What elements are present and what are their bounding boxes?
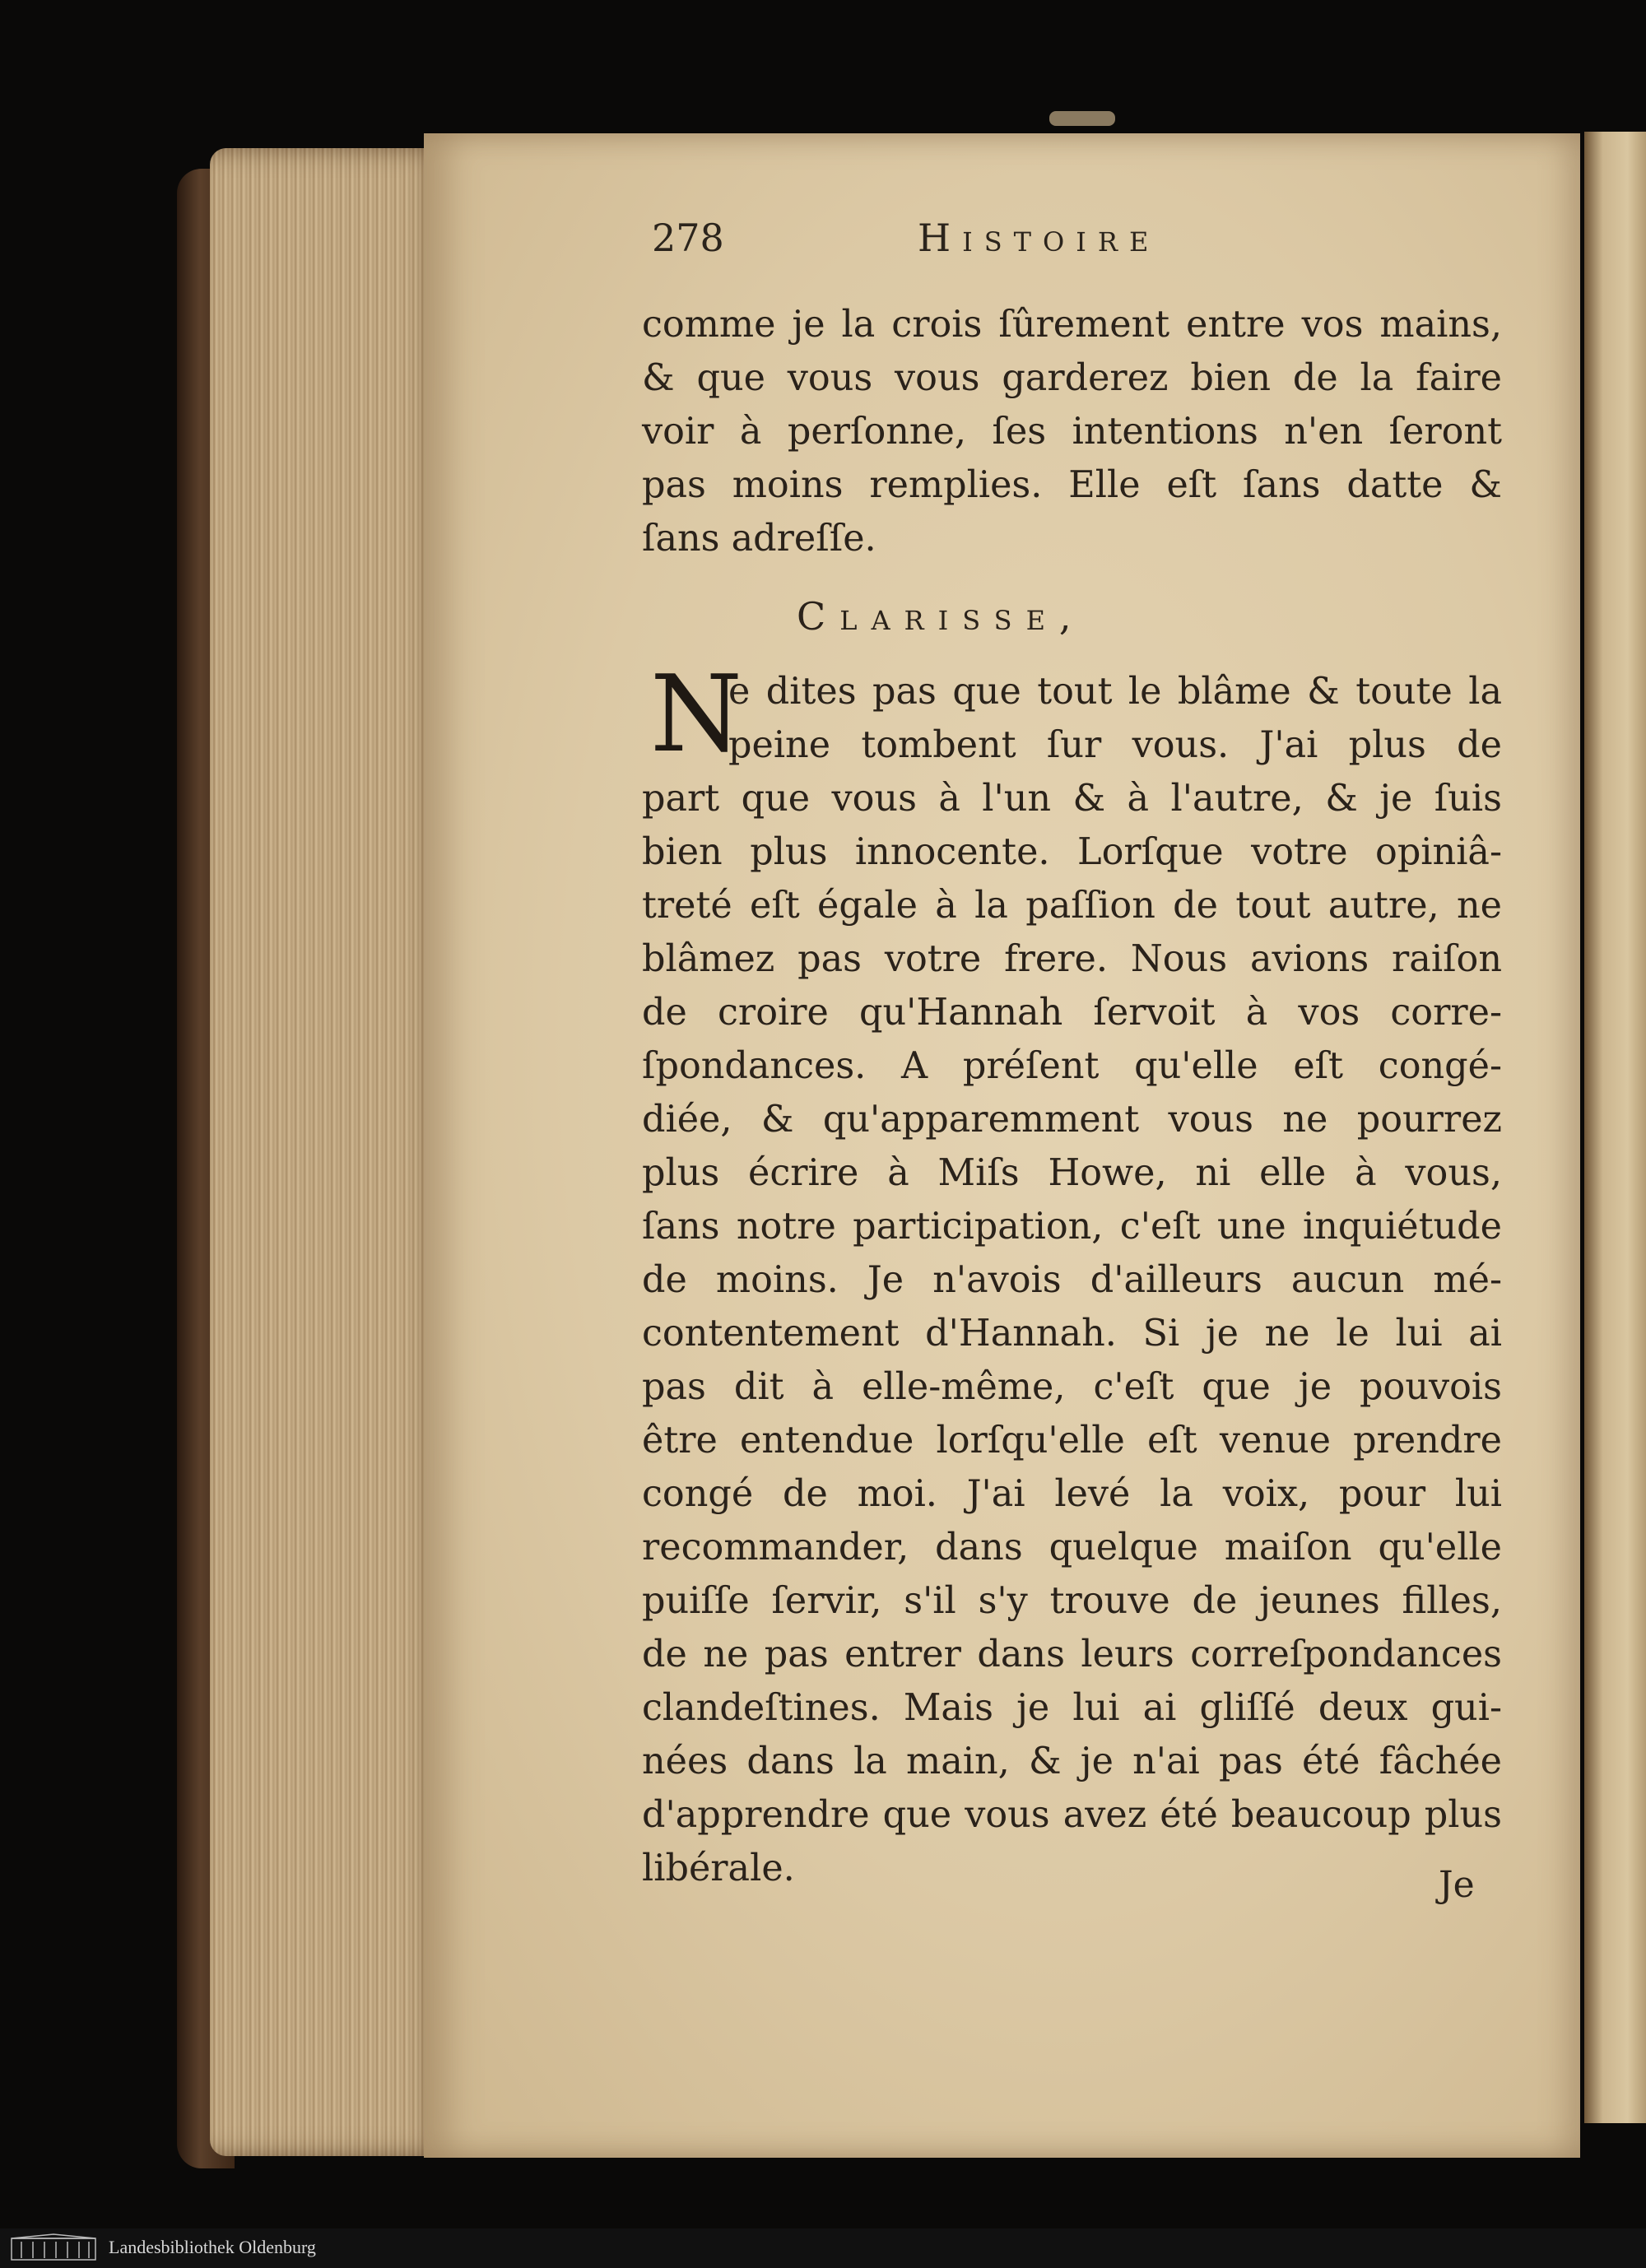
running-head xyxy=(652,216,1475,273)
text-line: ſans notre participation, c'eſt une inquiétude xyxy=(642,1206,1502,1248)
opening-paragraph xyxy=(642,298,1502,565)
page-edges-stack xyxy=(210,148,449,2156)
running-title: Histoire xyxy=(918,216,1160,260)
footer-bar xyxy=(0,2228,1646,2268)
text-line: de croire qu'Hannah ſervoit à vos corre- xyxy=(642,992,1502,1034)
library-name: Landesbibliothek Oldenburg xyxy=(109,2237,316,2257)
text-line: & que vous vous garderez bien de la faire xyxy=(642,357,1502,399)
facing-page-edge xyxy=(1584,132,1646,2123)
text-line: recommander, dans quelque maiſon qu'elle xyxy=(642,1527,1502,1569)
library-building-icon xyxy=(8,2233,99,2263)
text-line: de moins. Je n'avois d'ailleurs aucun mé- xyxy=(642,1259,1502,1301)
catchword: Je xyxy=(1439,1864,1475,1906)
text-line: part que vous à l'un & à l'autre, & je ſuis xyxy=(642,778,1502,820)
text-line: clandeſtines. Mais je lui ai gliſſé deux gui- xyxy=(642,1687,1502,1729)
text-line: libérale. xyxy=(642,1847,795,1889)
drop-cap: N xyxy=(650,653,742,776)
text-line: être entendue lorſqu'elle eſt venue prendre xyxy=(642,1420,1502,1462)
text-line: voir à perſonne, ſes intentions n'en ſeront xyxy=(642,411,1502,453)
text-line: contentement d'Hannah. Si je ne le lui ai xyxy=(642,1313,1502,1355)
text-line: bien plus innocente. Lorſque votre opiniâ- xyxy=(642,831,1502,873)
text-line: pas moins remplies. Elle eſt ſans datte & xyxy=(642,464,1502,506)
text-line: ſans adreſſe. xyxy=(642,518,876,560)
text-line: pas dit à elle-même, c'eſt que je pouvois xyxy=(642,1366,1502,1408)
text-line: e dites pas que tout le blâme & toute la xyxy=(728,671,1502,713)
text-line: puiſſe ſervir, s'il s'y trouve de jeunes filles, xyxy=(642,1580,1502,1622)
page-number: 278 xyxy=(652,216,724,260)
letter-salutation: Clarisse, xyxy=(797,594,1086,639)
text-line: nées dans la main, & je n'ai pas été fâchée xyxy=(642,1741,1502,1782)
text-line: d'apprendre que vous avez été beaucoup plus xyxy=(642,1794,1502,1836)
text-line: plus écrire à Miſs Howe, ni elle à vous, xyxy=(642,1152,1502,1194)
book-clasp xyxy=(1049,111,1115,126)
text-line: comme je la crois ſûrement entre vos mains, xyxy=(642,304,1502,346)
text-line: treté eſt égale à la paſſion de tout autre, ne xyxy=(642,885,1502,927)
text-line: congé de moi. J'ai levé la voix, pour lui xyxy=(642,1473,1502,1515)
text-line: ſpondances. A préſent qu'elle eſt congé- xyxy=(642,1045,1502,1087)
text-line: diée, & qu'apparemment vous ne pourrez xyxy=(642,1099,1502,1141)
letter-body xyxy=(642,653,1502,1895)
text-line: de ne pas entrer dans leurs correſpondances xyxy=(642,1634,1502,1675)
text-line: blâmez pas votre frere. Nous avions raiſon xyxy=(642,938,1502,980)
text-line: peine tombent ſur vous. J'ai plus de xyxy=(728,724,1502,766)
